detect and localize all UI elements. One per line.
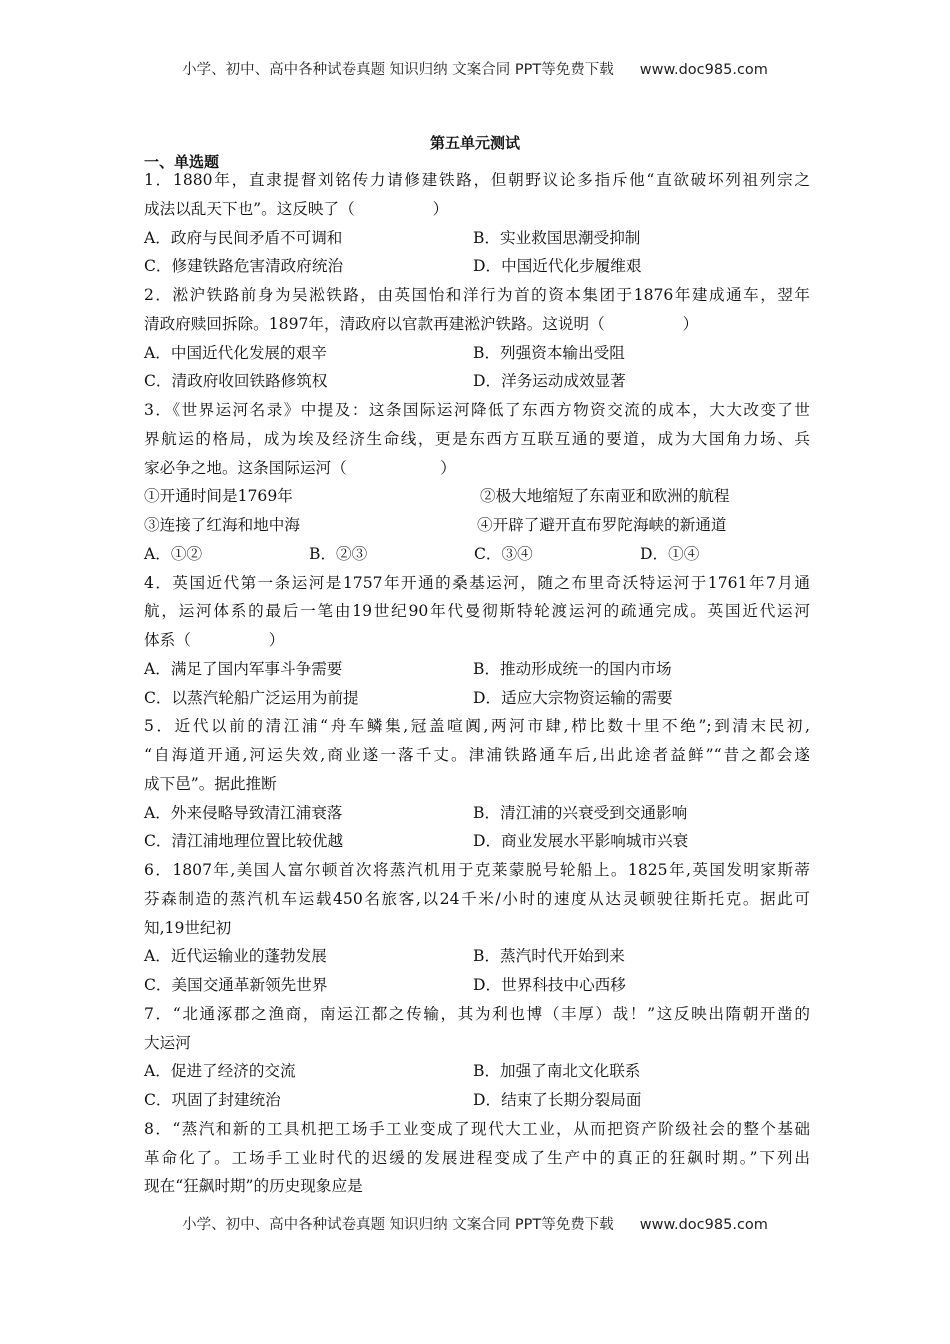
question-text-line: 清政府赎回拆除。1897年，清政府以官款再建淞沪铁路。这说明（ ）: [144, 314, 699, 333]
options-row: [144, 942, 810, 971]
question-text-line: 家必争之地。这条国际运河（ ）: [144, 458, 456, 477]
question: [144, 712, 810, 856]
footer-url: www.doc985.com: [639, 1217, 768, 1233]
header-url: www.doc985.com: [639, 62, 768, 78]
question-text-line: 6．1807年,美国人富尔顿首次将蒸汽机用于克莱蒙脱号轮船上。1825年,英国发明家斯蒂: [144, 861, 810, 879]
option-a: A．满足了国内军事斗争需要: [144, 659, 343, 678]
statement-row: [144, 482, 810, 511]
option-c: C．修建铁路危害清政府统治: [144, 257, 344, 276]
option-d: D．适应大宗物资运输的需要: [473, 688, 673, 707]
options-row: [144, 252, 810, 281]
options-row: [144, 971, 810, 1000]
question-text-line: 4．英国近代第一条运河是1757年开通的桑基运河，随之布里奇沃特运河于1761年7月通: [144, 573, 810, 592]
option-c: C．清政府收回铁路修筑权: [144, 372, 328, 391]
option-c: C．③④: [474, 544, 533, 563]
options-row: [144, 827, 810, 856]
question-text-line: 2．淞沪铁路前身为吴淞铁路，由英国怡和洋行为首的资本集团于1876年建成通车，翌年: [144, 286, 810, 304]
question-text-line: 航，运河体系的最后一笔由19世纪90年代曼彻斯特轮渡运河的疏通完成。英国近代运河: [144, 602, 810, 621]
question-text-line: 大运河: [144, 1033, 191, 1052]
option-a: A．中国近代化发展的艰辛: [144, 343, 327, 362]
question-text-line: 1．1880年，直隶提督刘铭传力请修建铁路，但朝野议论多指斥他“直欲破坏列祖列宗之: [144, 171, 810, 189]
option-d: D．世界科技中心西移: [473, 976, 626, 994]
statement: ③连接了红海和地中海: [144, 516, 300, 534]
option-b: B．实业救国思潮受抑制: [473, 228, 641, 247]
option-d: D．洋务运动成效显著: [473, 372, 626, 391]
option-c: C．清江浦地理位置比较优越: [144, 832, 344, 851]
question-text-line: “自海道开通,河运失效,商业遂一落千丈。津浦铁路通车后,出此途者益鲜”“昔之都会遂: [144, 746, 810, 764]
page-header: [0, 58, 950, 79]
option-b: B．推动形成统一的国内市场: [473, 659, 672, 678]
question-text-line: 革命化了。工场手工业时代的迟缓的发展进程变成了生产中的真正的狂飙时期。”下列出: [144, 1148, 810, 1167]
options-row: [144, 367, 810, 396]
option-b: B．列强资本输出受阻: [473, 343, 625, 362]
statement: ②极大地缩短了东南亚和欧洲的航程: [480, 487, 730, 506]
option-c: C．巩固了封建统治: [144, 1091, 281, 1109]
question-text-line: 8．“蒸汽和新的工具机把工场手工业变成了现代大工业，从而把资产阶级社会的整个基础: [144, 1119, 810, 1138]
option-b: B．蒸汽时代开始到来: [473, 947, 625, 966]
option-d: D．中国近代化步履维艰: [473, 257, 642, 276]
question-text-line: 5．近代以前的清江浦“舟车鳞集,冠盖喧阗,两河市肆,栉比数十里不绝”;到清末民初,: [144, 717, 810, 736]
question: [144, 281, 810, 396]
option-b: B．清江浦的兴衰受到交通影响: [473, 803, 688, 822]
question: [144, 856, 810, 1000]
option-d: D．①④: [640, 544, 700, 563]
option-d: D．商业发展水平影响城市兴衰: [473, 832, 689, 851]
option-c: C．美国交通革新领先世界: [144, 976, 328, 994]
option-d: D．结束了长期分裂局面: [473, 1091, 642, 1109]
options-row: [144, 339, 810, 368]
question-text-line: 知,19世纪初: [144, 918, 232, 937]
question-text-line: 体系（ ）: [144, 631, 285, 649]
question: [144, 396, 810, 569]
statement: ①开通时间是1769年: [144, 487, 293, 506]
option-a: A．①②: [144, 544, 203, 563]
option-c: C．以蒸汽轮船广泛运用为前提: [144, 688, 359, 707]
question: [144, 1115, 810, 1201]
question: [144, 1000, 810, 1115]
question-text-line: 3．《世界运河名录》中提及：这条国际运河降低了东西方物资交流的成本，大大改变了世: [144, 401, 810, 419]
options-row: [144, 1057, 810, 1086]
option-a: A．外来侵略导致清江浦衰落: [144, 803, 343, 822]
question: [144, 569, 810, 713]
options-row: [144, 224, 810, 253]
statement-row: [144, 511, 810, 540]
question-list: [144, 166, 810, 1201]
section-heading: 一、单选题: [144, 153, 220, 171]
question-text-line: 成下邑”。据此推断: [144, 774, 277, 793]
options-row: [144, 540, 810, 569]
option-b: B．加强了南北文化联系: [473, 1062, 641, 1081]
footer-text: 小学、初中、高中各种试卷真题 知识归纳 文案合同 PPT等免费下载: [182, 1217, 614, 1233]
option-a: A．促进了经济的交流: [144, 1062, 296, 1081]
question-text-line: 成法以乱天下也”。这反映了（ ）: [144, 199, 449, 218]
question-text-line: 现在“狂飙时期”的历史现象应是: [144, 1177, 363, 1196]
question-text-line: 界航运的格局，成为埃及经济生命线，更是东西方互联互通的要道，成为大国角力场、兵: [144, 429, 810, 448]
page-footer: [0, 1213, 950, 1234]
header-text: 小学、初中、高中各种试卷真题 知识归纳 文案合同 PPT等免费下载: [182, 62, 614, 78]
option-a: A．近代运输业的蓬勃发展: [144, 947, 327, 966]
question-text-line: 芬森制造的蒸汽机车运载450名旅客,以24千米/小时的速度从达灵顿驶往斯托克。据此可: [144, 889, 810, 908]
options-row: [144, 684, 810, 713]
statement: ④开辟了避开直布罗陀海峡的新通道: [477, 516, 727, 534]
question: [144, 166, 810, 281]
page-title: 第五单元测试: [429, 134, 520, 152]
option-b: B．②③: [309, 544, 368, 563]
question-text-line: 7．“北通涿郡之渔商，南运江都之传输，其为利也博（丰厚）哉！”这反映出隋朝开凿的: [144, 1004, 810, 1023]
options-row: [144, 1086, 810, 1115]
options-row: [144, 799, 810, 828]
option-a: A．政府与民间矛盾不可调和: [144, 228, 343, 247]
options-row: [144, 655, 810, 684]
